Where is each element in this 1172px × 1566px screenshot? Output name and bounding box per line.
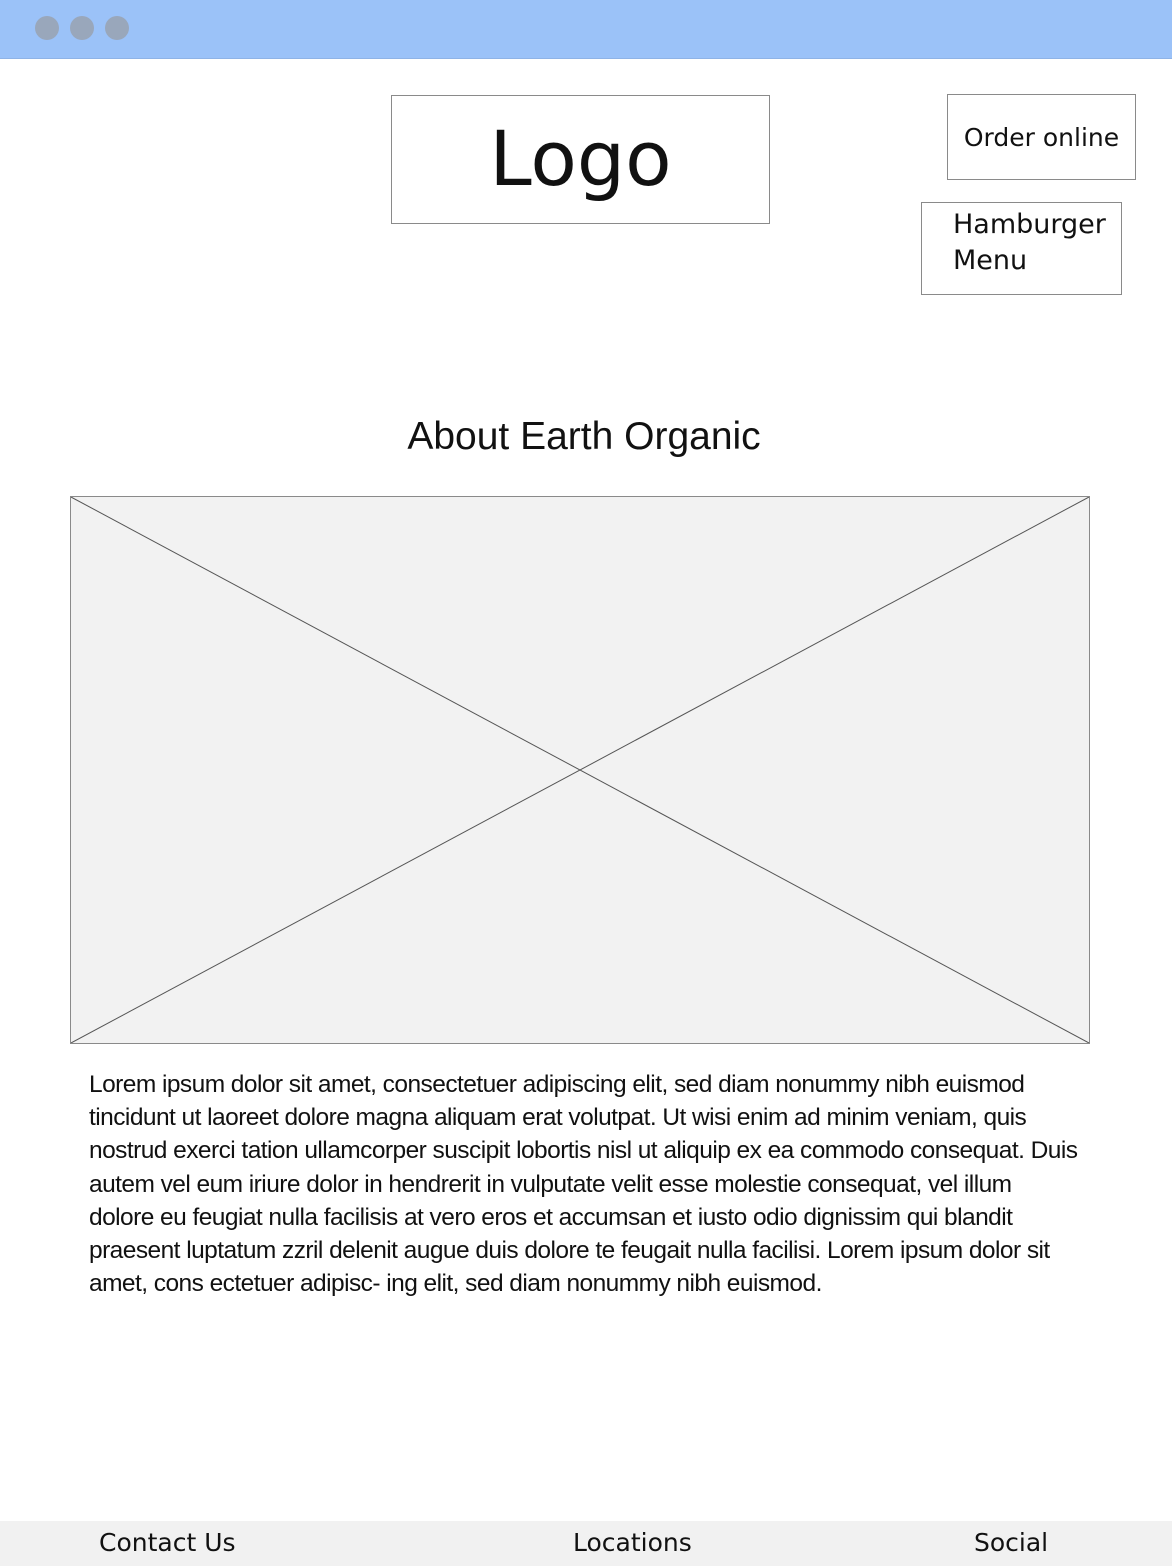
hamburger-menu-button[interactable] xyxy=(921,202,1122,295)
logo[interactable] xyxy=(391,95,770,224)
footer-link-locations[interactable]: Locations xyxy=(573,1528,692,1557)
hamburger-menu-label-line1: Hamburger xyxy=(953,209,1106,240)
window-dot-icon[interactable] xyxy=(105,16,129,40)
window-dot-icon[interactable] xyxy=(35,16,59,40)
footer-link-social[interactable]: Social xyxy=(974,1528,1049,1557)
about-paragraph: Lorem ipsum dolor sit amet, consectetuer adipiscing elit, sed diam nonummy nibh euismod tincidunt ut laoreet dolore magna aliquam erat volutpat. Ut wisi enim ad minim veniam, quis nostrud exerci tation ullamcorper suscipit lobortis nisl ut aliquip ex ea commodo consequat. Duis autem vel eum iriure dolor in hendrerit in vulputate velit esse molestie consequat, vel illum dolore eu feugiat nulla facilisis at vero eros et accumsan et iusto odio dignissim qui blandit praesent luptatum zzril delenit augue duis dolore te feugait nulla facilisi. Lorem ipsum dolor sit amet, cons ectetuer adipisc- ing elit, sed diam nonummy nibh euismod. xyxy=(89,1071,1078,1298)
hamburger-menu-label-line2: Menu xyxy=(953,245,1028,276)
image-placeholder xyxy=(70,496,1090,1044)
order-online-button[interactable]: Order online xyxy=(947,94,1136,180)
window-dot-icon[interactable] xyxy=(70,16,94,40)
footer-link-contact[interactable]: Contact Us xyxy=(99,1528,236,1557)
image-placeholder-icon xyxy=(71,497,1089,1043)
footer xyxy=(0,1521,1172,1566)
page-title: About Earth Organic xyxy=(407,415,761,458)
browser-titlebar xyxy=(0,0,1172,59)
logo-text: Logo xyxy=(489,113,672,203)
